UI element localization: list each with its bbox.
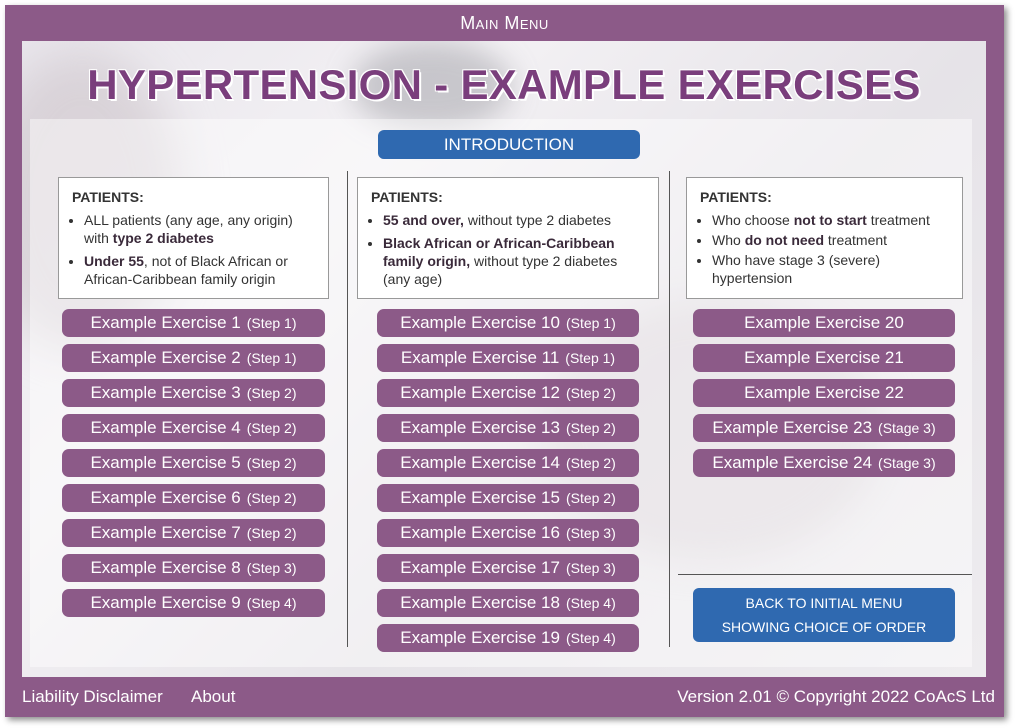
liability-disclaimer-link[interactable]: Liability Disclaimer	[22, 687, 163, 706]
example-exercise-21-button[interactable]: Example Exercise 21	[693, 344, 955, 372]
example-exercise-2-button[interactable]: Example Exercise 2 (Step 1)	[62, 344, 325, 372]
main-menu-title: Main Menu	[460, 13, 549, 33]
patients-heading: PATIENTS:	[700, 189, 772, 205]
example-exercise-19-button[interactable]: Example Exercise 19 (Step 4)	[377, 624, 639, 652]
patient-criterion: • 55 and over, without type 2 diabetes	[383, 211, 646, 229]
example-exercise-8-button[interactable]: Example Exercise 8 (Step 3)	[62, 554, 325, 582]
column-divider	[669, 171, 670, 647]
patient-criterion: • Who have stage 3 (severe) hypertension	[712, 251, 950, 287]
about-link[interactable]: About	[191, 687, 236, 706]
example-exercise-12-button[interactable]: Example Exercise 12 (Step 2)	[377, 379, 639, 407]
example-exercise-16-button[interactable]: Example Exercise 16 (Step 3)	[377, 519, 639, 547]
footer	[5, 677, 1004, 717]
example-exercise-5-button[interactable]: Example Exercise 5 (Step 2)	[62, 449, 325, 477]
example-exercise-23-button[interactable]: Example Exercise 23 (Stage 3)	[693, 414, 955, 442]
patient-criterion: • Who choose not to start treatment	[712, 211, 950, 229]
patient-criterion: • Black African or African-Caribbean family origin, without type 2 diabetes (any age)	[383, 234, 646, 288]
example-exercise-22-button[interactable]: Example Exercise 22	[693, 379, 955, 407]
example-exercise-20-button[interactable]: Example Exercise 20	[693, 309, 955, 337]
example-exercise-9-button[interactable]: Example Exercise 9 (Step 4)	[62, 589, 325, 617]
section-divider	[678, 574, 972, 575]
content-panel	[22, 41, 986, 677]
back-button-line1: BACK TO INITIAL MENU	[745, 595, 903, 611]
example-exercise-15-button[interactable]: Example Exercise 15 (Step 2)	[377, 484, 639, 512]
version-copyright: Version 2.01 © Copyright 2022 CoAcS Ltd	[677, 687, 995, 706]
page-title: HYPERTENSION - EXAMPLE EXERCISES	[87, 61, 921, 108]
example-exercise-11-button[interactable]: Example Exercise 11 (Step 1)	[377, 344, 639, 372]
example-exercise-3-button[interactable]: Example Exercise 3 (Step 2)	[62, 379, 325, 407]
patient-criterion: • ALL patients (any age, any origin) with type 2 diabetes	[84, 211, 316, 247]
patients-heading: PATIENTS:	[371, 189, 443, 205]
back-to-initial-menu-button[interactable]	[693, 588, 955, 642]
example-exercise-18-button[interactable]: Example Exercise 18 (Step 4)	[377, 589, 639, 617]
patients-box-col2	[357, 177, 659, 299]
patients-heading: PATIENTS:	[72, 189, 144, 205]
example-exercise-13-button[interactable]: Example Exercise 13 (Step 2)	[377, 414, 639, 442]
patient-criterion: • Who do not need treatment	[712, 231, 950, 249]
example-exercise-17-button[interactable]: Example Exercise 17 (Step 3)	[377, 554, 639, 582]
patients-box-col3	[686, 177, 963, 299]
example-exercise-14-button[interactable]: Example Exercise 14 (Step 2)	[377, 449, 639, 477]
introduction-button[interactable]: INTRODUCTION	[378, 130, 640, 159]
app-window	[5, 5, 1004, 717]
example-exercise-6-button[interactable]: Example Exercise 6 (Step 2)	[62, 484, 325, 512]
example-exercise-4-button[interactable]: Example Exercise 4 (Step 2)	[62, 414, 325, 442]
back-button-line2: SHOWING CHOICE OF ORDER	[721, 619, 927, 635]
patients-box-col1	[58, 177, 329, 299]
example-exercise-1-button[interactable]: Example Exercise 1 (Step 1)	[62, 309, 325, 337]
example-exercise-7-button[interactable]: Example Exercise 7 (Step 2)	[62, 519, 325, 547]
example-exercise-10-button[interactable]: Example Exercise 10 (Step 1)	[377, 309, 639, 337]
column-divider	[347, 171, 348, 647]
patient-criterion: • Under 55, not of Black African or African-Caribbean family origin	[84, 252, 316, 288]
example-exercise-24-button[interactable]: Example Exercise 24 (Stage 3)	[693, 449, 955, 477]
